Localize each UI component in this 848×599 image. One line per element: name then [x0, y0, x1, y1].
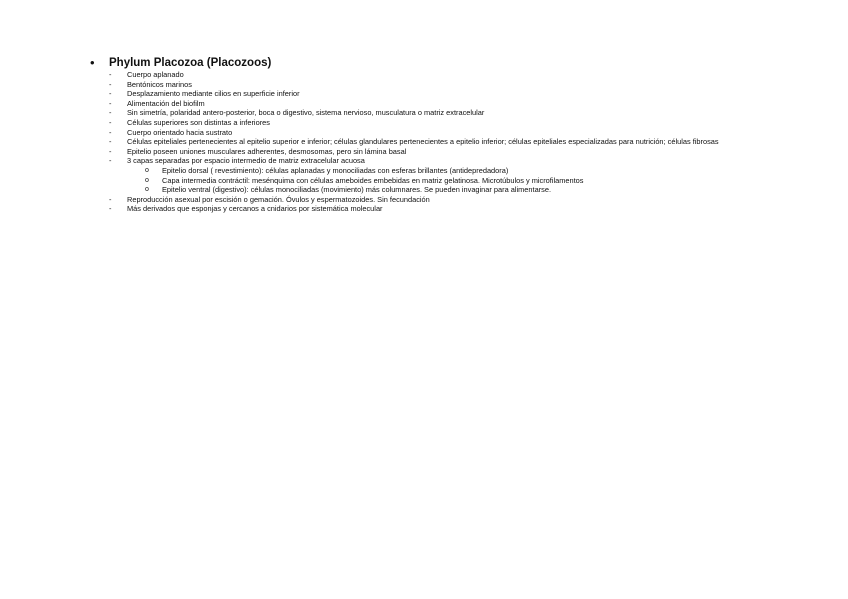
list-item-text: Cuerpo aplanado [127, 70, 184, 79]
list-item-text: Cuerpo orientado hacia sustrato [127, 127, 233, 137]
sub-list-item-text: Epitelio ventral (digestivo): células monociliadas (movimiento) más columnares. Se pueden invaginar para alimentarse. [162, 185, 552, 195]
list-item-text: Células epiteliales pertenecientes al epitelio superior e inferior; células glandulares pertenecientes a epitelio inferior; células epiteliales especializadas para nutrición; células fibrosas [127, 137, 719, 147]
list-item [109, 108, 719, 118]
list-marker: - [109, 194, 112, 204]
list-item [109, 128, 719, 138]
sub-list-item-text: Epitelio dorsal ( revestimiento): células aplanadas y monociliadas con esferas brillantes (antidepredadora) [162, 165, 509, 175]
list-item-text: Bentónicos marinos [127, 79, 192, 89]
list-item-text: Epitelio poseen uniones musculares adherentes, desmosomas, pero sin lámina basal [127, 146, 407, 156]
list-item [109, 156, 719, 166]
list-marker: - [109, 89, 112, 99]
sub-list-container [109, 166, 719, 195]
list-item [109, 89, 719, 99]
list-marker: - [109, 117, 112, 127]
list-item-text: Reproducción asexual por escisión o gemación. Óvulos y espermatozoides. Sin fecundación [127, 194, 430, 204]
list-item [109, 80, 719, 90]
list-item-text: Alimentación del biofilm [127, 98, 205, 108]
sub-list-item [109, 185, 719, 195]
list-marker: - [109, 127, 112, 137]
list-item-text: 3 capas separadas por espacio intermedio de matriz extracelular acuosa [127, 156, 365, 166]
sub-list [109, 166, 719, 195]
bullet-list [109, 70, 719, 214]
list-marker: - [109, 156, 112, 166]
list-item [109, 137, 719, 147]
list-item-text: Desplazamiento mediante cilios en superficie inferior [127, 89, 300, 99]
list-item-text: Células superiores son distintas a inferiores [127, 117, 270, 127]
sub-list-item [109, 176, 719, 186]
list-marker: - [109, 79, 112, 89]
list-marker: - [109, 70, 112, 79]
list-marker: - [109, 137, 112, 147]
section-heading: Phylum Placozoa (Placozoos) [109, 57, 272, 69]
sub-list-item [109, 166, 719, 176]
sub-list-item-text: Capa intermedia contráctil: mesénquima con células ameboides embebidas en matriz gelatinosa. Microtúbulos y microfilamentos [162, 175, 584, 185]
list-marker: - [109, 146, 112, 156]
list-marker: - [109, 204, 112, 214]
sub-list-marker: o [145, 176, 149, 184]
list-item [109, 195, 719, 205]
sub-list-marker: o [145, 166, 149, 174]
list-item-text: Sin simetría, polaridad antero-posterior, boca o digestivo, sistema nervioso, musculatura o matriz extracelular [127, 108, 485, 118]
list-item-text: Más derivados que esponjas y cercanos a cnidarios por sistemática molecular [127, 204, 383, 214]
list-item [109, 99, 719, 109]
list-marker: - [109, 98, 112, 108]
list-item [109, 204, 719, 214]
list-item [109, 70, 719, 80]
list-item [109, 118, 719, 128]
list-item [109, 147, 719, 157]
heading-row [90, 55, 271, 71]
list-marker: - [109, 108, 112, 118]
heading-bullet: • [90, 55, 95, 70]
sub-list-marker: o [145, 186, 149, 194]
